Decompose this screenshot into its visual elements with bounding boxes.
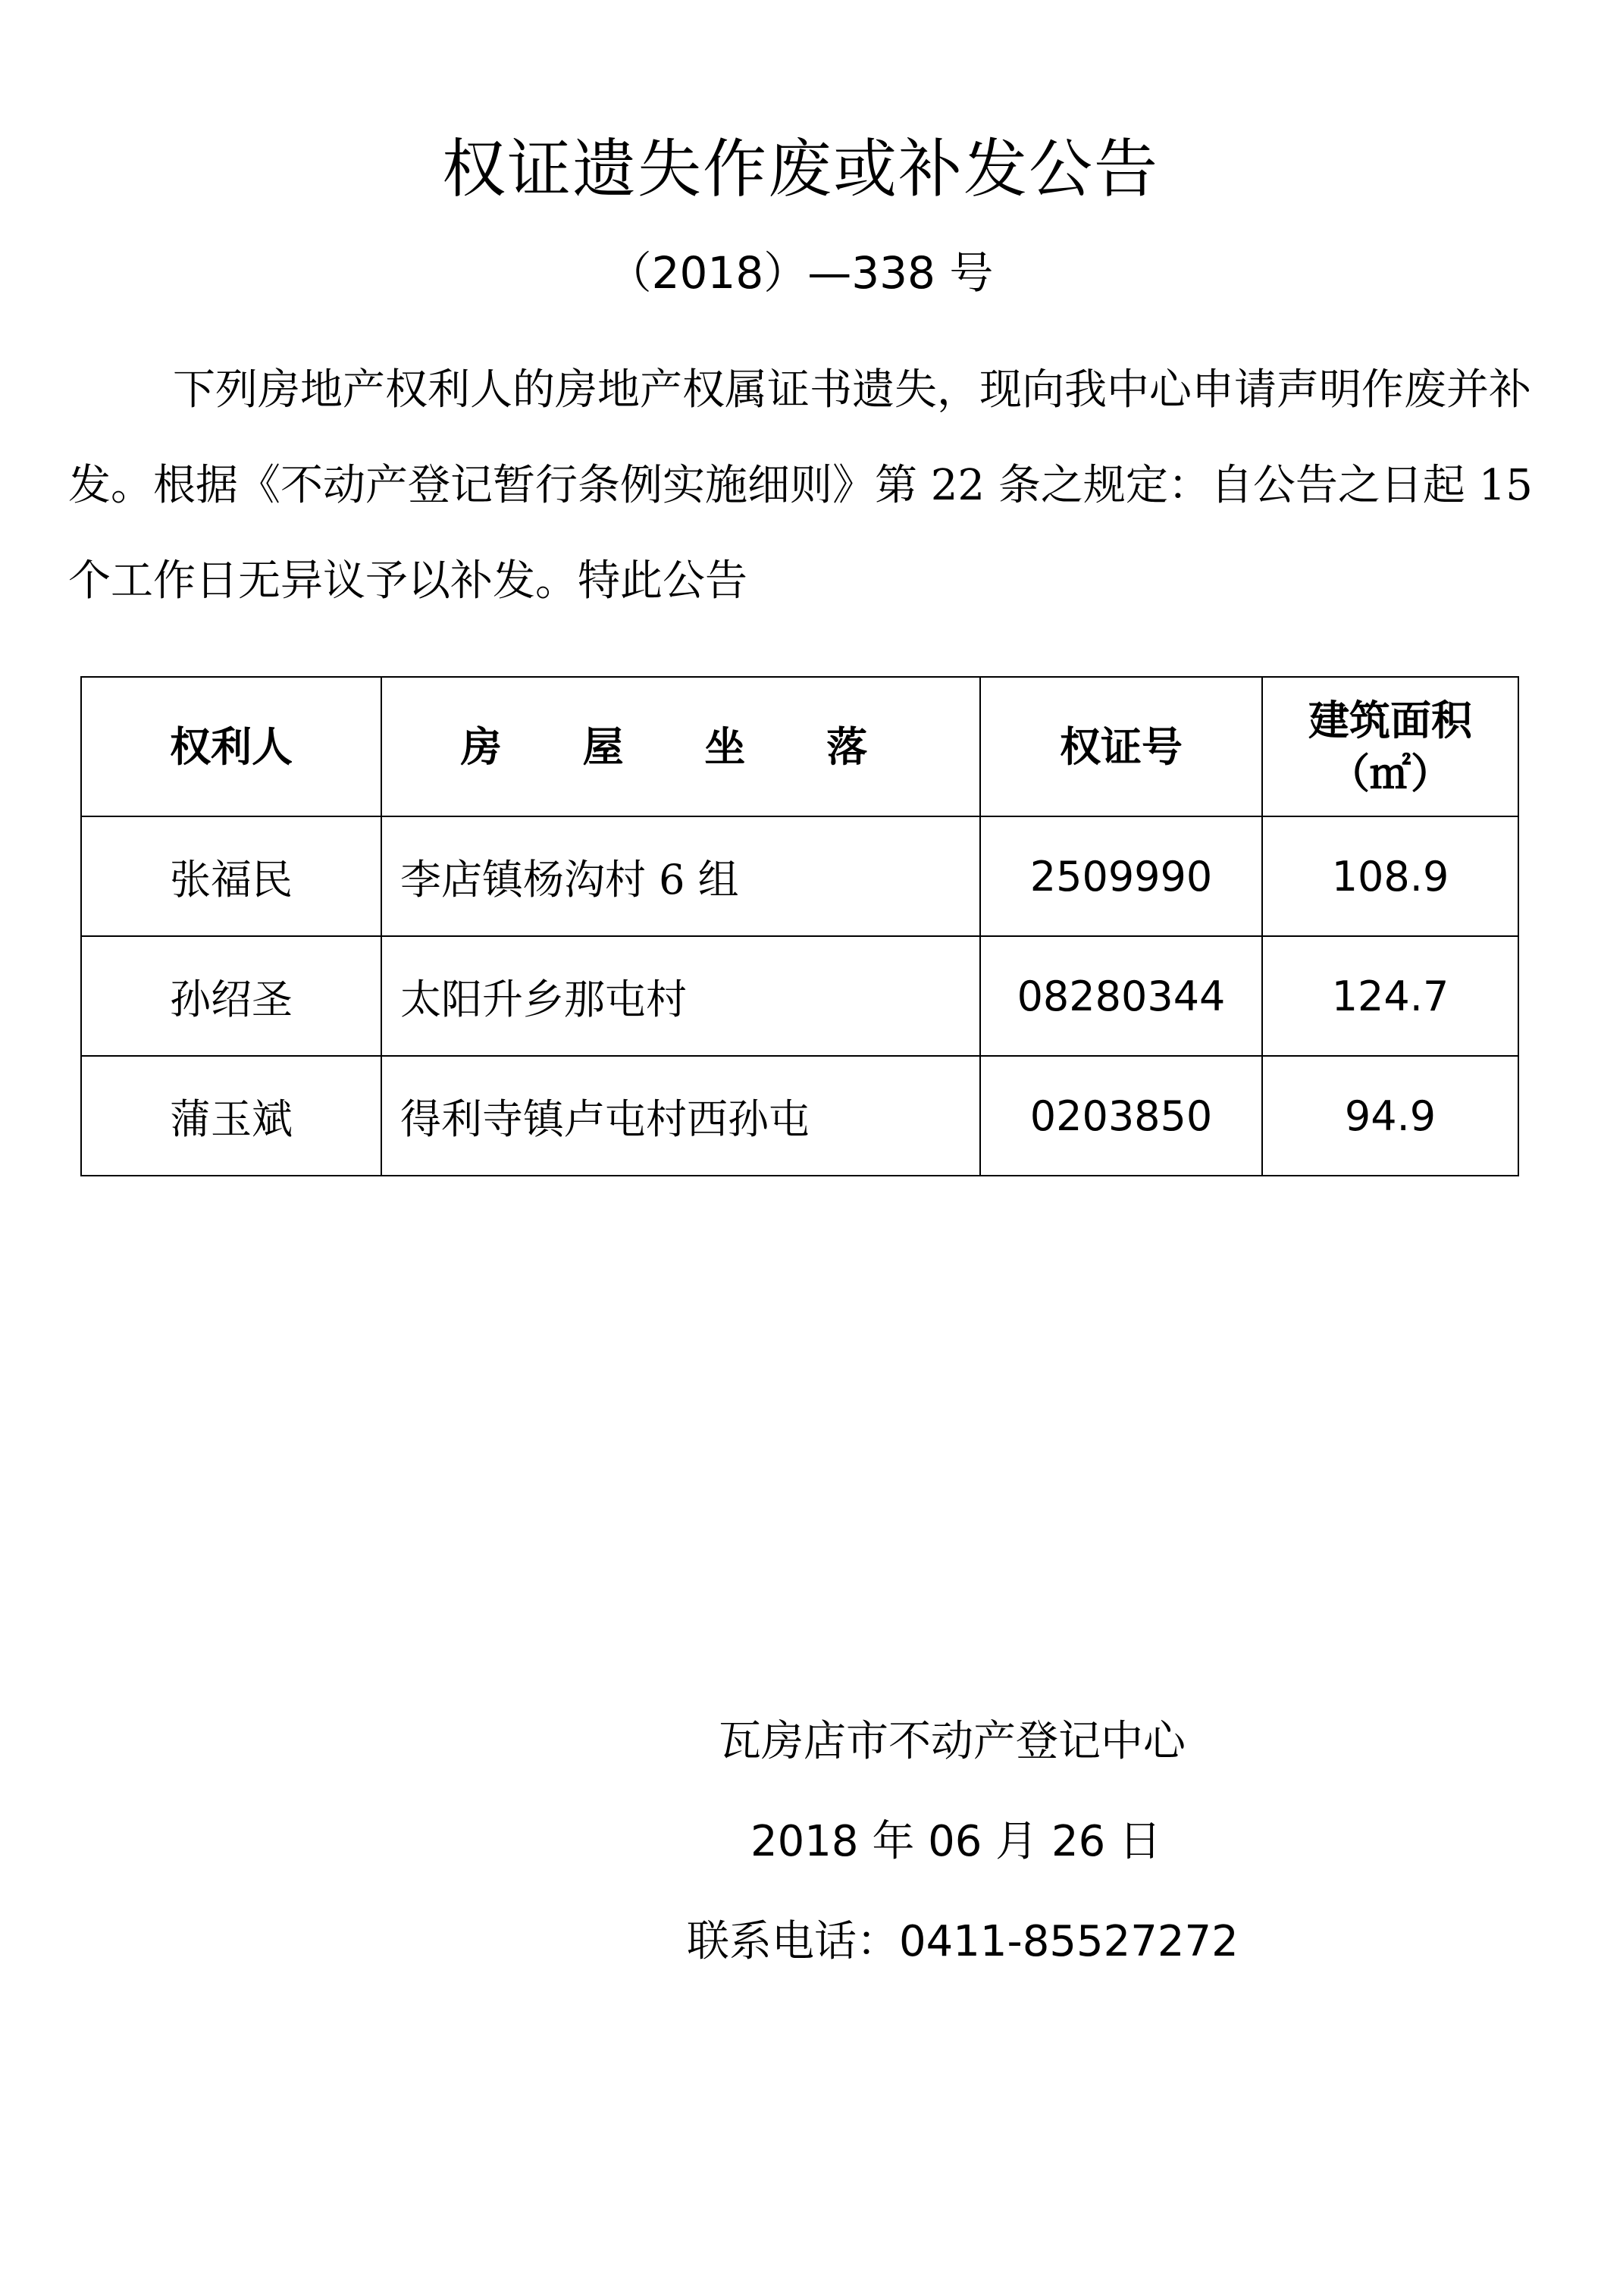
header-area-label: 建筑面积: [1308, 696, 1472, 744]
notice-title: 权证遗失作废或补发公告: [441, 132, 1159, 206]
contact-phone: 联系电话：0411-85527272: [687, 1917, 1239, 1966]
area-cell: 108.9: [1262, 816, 1518, 936]
location-cell: 得利寺镇卢屯村西孙屯: [381, 1056, 980, 1176]
location-cell: 太阳升乡那屯村: [381, 936, 980, 1056]
certificate-cell: 0203850: [980, 1056, 1262, 1176]
table-row: [81, 816, 1518, 936]
header-location: 房 屋 坐 落: [381, 677, 980, 816]
table-row: [81, 1056, 1518, 1176]
area-cell: 94.9: [1262, 1056, 1518, 1176]
certificate-cell: 08280344: [980, 936, 1262, 1056]
table-row: [81, 936, 1518, 1056]
signature-date: 2018 年 06 月 26 日: [750, 1817, 1162, 1866]
header-area-unit: （㎡）: [1329, 749, 1452, 797]
certificate-cell: 2509990: [980, 816, 1262, 936]
header-owner: 权利人: [81, 677, 381, 816]
signature-organization: 瓦房店市不动产登记中心: [719, 1717, 1186, 1766]
records-table: [80, 676, 1519, 1176]
owner-cell: 蒲玉斌: [81, 1056, 381, 1176]
header-area: [1262, 677, 1518, 816]
notice-body: 下列房地产权利人的房地产权属证书遗失，现向我中心申请声明作废并补发。根据《不动产登记暂行条例实施细则》第 22 条之规定：自公告之日起 15 个工作日无异议予以补发。特此公告: [68, 365, 1533, 606]
owner-cell: 孙绍圣: [81, 936, 381, 1056]
header-certificate: 权证号: [980, 677, 1262, 816]
table-header-row: [81, 677, 1518, 816]
location-cell: 李店镇杨沟村 6 组: [381, 816, 980, 936]
owner-cell: 张福民: [81, 816, 381, 936]
area-cell: 124.7: [1262, 936, 1518, 1056]
notice-number: （2018）—338 号: [607, 247, 994, 299]
